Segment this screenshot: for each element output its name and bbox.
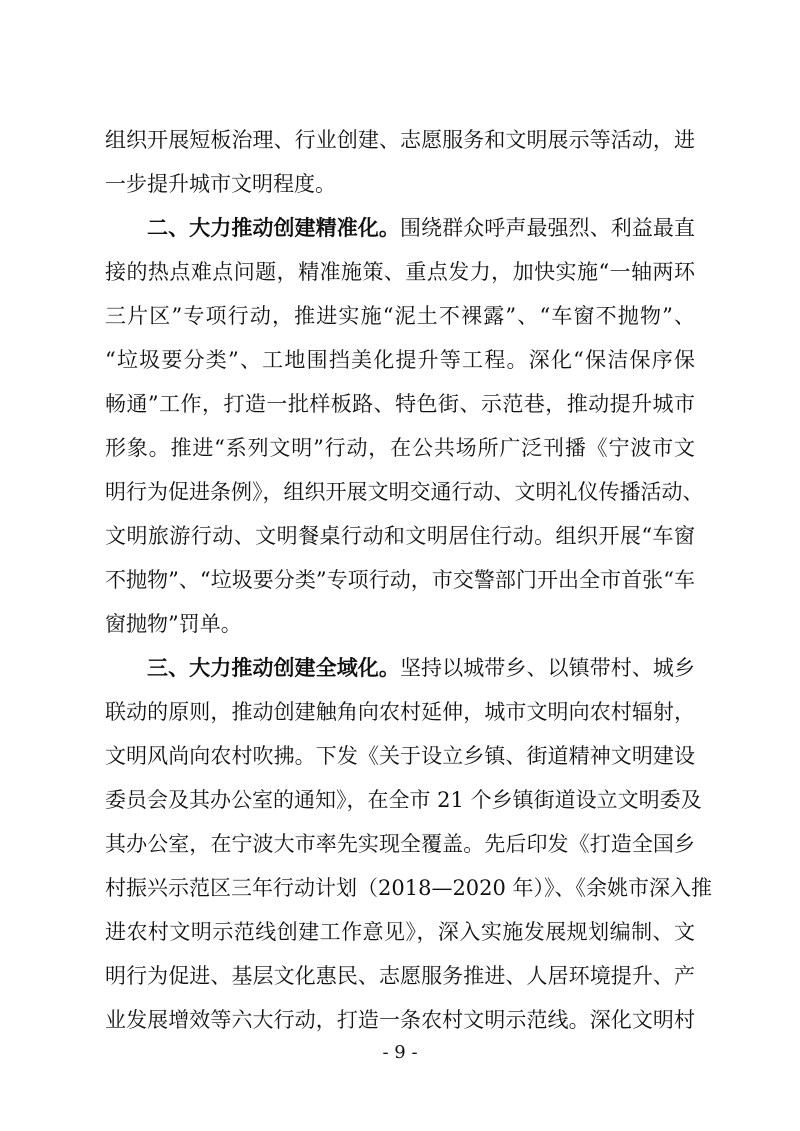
text-line: “垃圾要分类”、工地围挡美化提升等工程。深化“保洁保序保 [105, 348, 695, 372]
text-line: 其办公室，在宁波大市率先实现全覆盖。先后印发《打造全国乡 [105, 832, 695, 856]
text-line: 村振兴示范区三年行动计划（2018—2020 年）》、《余姚市深入推 [105, 876, 713, 900]
text-line: 组织开展短板治理、行业创建、志愿服务和文明展示等活动，进 [105, 128, 695, 152]
text-line: 不抛物”、“垃圾要分类”专项行动，市交警部门开出全市首张“车 [105, 568, 695, 592]
text-line: 畅通”工作，打造一批样板路、特色街、示范巷，推动提升城市 [105, 392, 695, 416]
section-3-heading: 三、大力推动创建全域化。 [147, 656, 400, 680]
section-2-first-line [147, 211, 695, 245]
section-2-first-line-text: 围绕群众呼声最强烈、利益最直 [399, 216, 696, 240]
text-line: 窗抛物”罚单。 [105, 612, 242, 636]
text-line: 联动的原则，推动创建触角向农村延伸，城市文明向农村辐射， [105, 700, 695, 724]
text-line: 业发展增效等六大行动，打造一条农村文明示范线。深化文明村 [105, 1008, 695, 1032]
text-line: 委员会及其办公室的通知》，在全市 21 个乡镇街道设立文明委及 [105, 788, 702, 812]
text-line: 明行为促进条例》，组织开展文明交通行动、文明礼仪传播活动、 [105, 480, 704, 504]
text-line: 文明旅游行动、文明餐桌行动和文明居住行动。组织开展“车窗 [105, 524, 695, 548]
text-line: 文明风尚向农村吹拂。下发《关于设立乡镇、街道精神文明建设 [105, 744, 695, 768]
text-line: 进农村文明示范线创建工作意见》，深入实施发展规划编制、文 [105, 920, 695, 944]
text-line: 接的热点难点问题，精准施策、重点发力，加快实施“一轴两环 [105, 260, 695, 284]
text-line: 一步提升城市文明程度。 [105, 172, 336, 196]
section-3-first-line-text: 坚持以城带乡、以镇带村、城乡 [399, 656, 696, 680]
section-2-heading: 二、大力推动创建精准化。 [147, 216, 400, 240]
text-line: 明行为促进、基层文化惠民、志愿服务推进、人居环境提升、产 [105, 964, 695, 988]
section-3-first-line [147, 651, 695, 685]
text-line: 三片区”专项行动，推进实施“泥土不裸露”、“车窗不抛物”、 [105, 304, 695, 328]
text-line: 形象。推进“系列文明”行动，在公共场所广泛刊播《宁波市文 [105, 436, 695, 460]
page-number: - 9 - [382, 1042, 418, 1063]
